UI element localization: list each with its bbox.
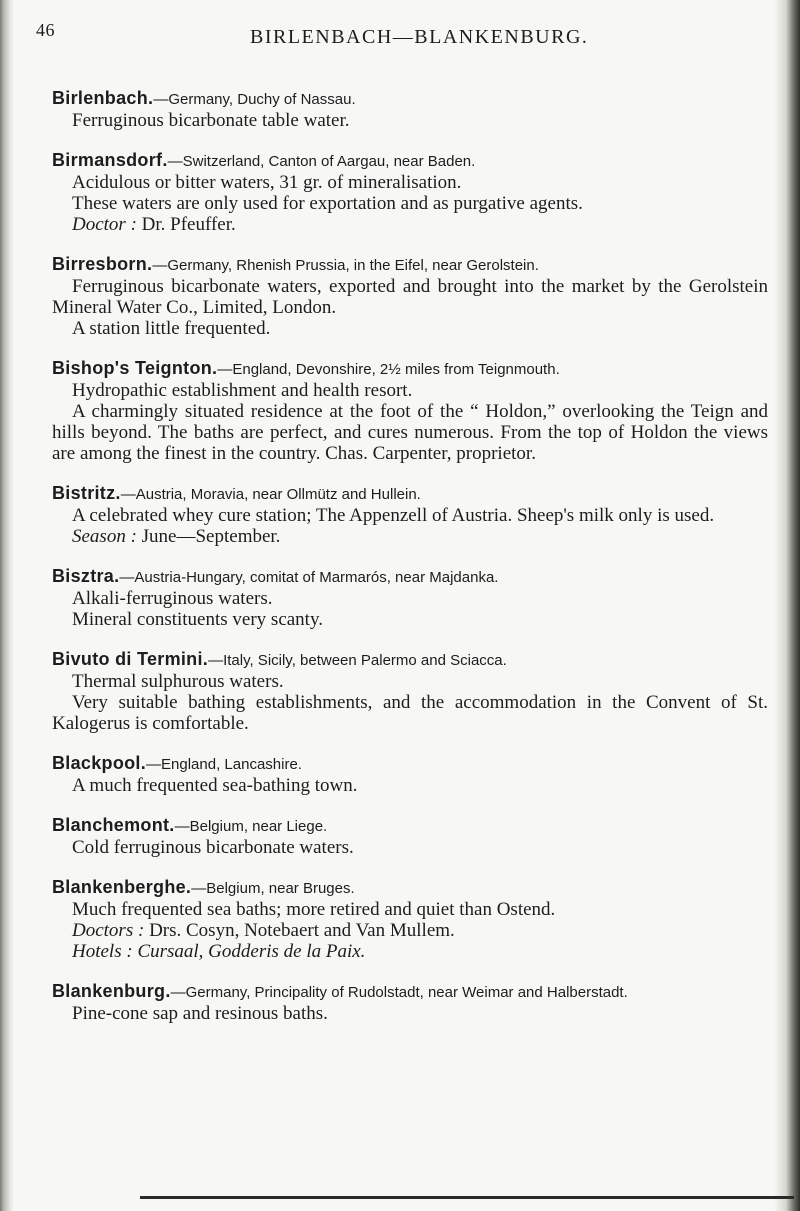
entry-paragraph: Mineral constituents very scanty. [72,609,323,630]
entry-paragraph: Hydropathic establishment and health resort. [72,380,413,401]
entry-location: —Germany, Rhenish Prussia, in the Eifel, near Gerolstein. [152,257,539,274]
gazetteer-entries [52,88,768,1043]
entry-headword: Blackpool. [52,753,147,773]
entry-headword: Blanchemont. [52,815,175,835]
entry-bivuto-di-termini [52,649,768,734]
entry-blanchemont [52,815,768,858]
entry-label: Hotels : [72,941,133,962]
entry-location: —Germany, Duchy of Nassau. [153,91,356,108]
entry-label-value: Drs. Cosyn, Notebaert and Van Mullem. [149,920,455,941]
entry-headword: Birmansdorf. [52,150,168,170]
entry-paragraph: Acidulous or bitter waters, 31 gr. of mineralisation. [72,172,462,193]
entry-location: —Belgium, near Bruges. [191,880,355,897]
entry-paragraph: A station little frequented. [72,318,271,339]
entry-label-line [52,214,768,235]
entry-paragraph: Much frequented sea baths; more retired and quiet than Ostend. [72,899,556,920]
entry-headword: Blankenberghe. [52,877,192,897]
page-edge-shadow [774,0,800,1211]
entry-paragraph: Alkali-ferruginous waters. [72,588,273,609]
entry-heading-line [52,483,768,505]
entry-headword: Bisztra. [52,566,120,586]
entry-heading-line [52,566,768,588]
entry-label-value: Dr. Pfeuffer. [141,214,236,235]
entry-location: —Austria-Hungary, comitat of Marmarós, near Majdanka. [119,569,499,586]
page-gutter-shadow [0,0,14,1211]
entry-heading-line [52,815,768,837]
entry-paragraph: Cold ferruginous bicarbonate waters. [72,837,354,858]
entry-blankenburg [52,981,768,1024]
entry-location: —England, Devonshire, 2½ miles from Teignmouth. [217,361,560,378]
entry-location: —Germany, Principality of Rudolstadt, near Weimar and Halberstadt. [170,984,628,1001]
page-number: 46 [36,20,55,40]
entry-location: —Austria, Moravia, near Ollmütz and Hullein. [120,486,421,503]
entry-heading-line [52,981,768,1003]
entry-birresborn [52,254,768,339]
entry-birmansdorf [52,150,768,235]
entry-headword: Bivuto di Termini. [52,649,209,669]
entry-headword: Birresborn. [52,254,153,274]
entry-label-value: June—September. [141,526,281,547]
entry-paragraph: Very suitable bathing establishments, and the accommodation in the Convent of St. Kalogerus is comfortable. [52,692,768,734]
entry-heading-line [52,649,768,671]
entry-location: —Belgium, near Liege. [174,818,328,835]
entry-label-value: Cursaal, Godderis de la Paix. [137,941,366,962]
entry-heading-line [52,150,768,172]
entry-paragraph: Ferruginous bicarbonate waters, exported and brought into the market by the Gerolstein Mineral Water Co., Limited, London. [52,276,768,318]
entry-location: —Switzerland, Canton of Aargau, near Baden. [167,153,476,170]
entry-paragraph: Thermal sulphurous waters. [72,671,284,692]
entry-birlenbach [52,88,768,131]
bottom-rule [140,1196,794,1199]
entry-paragraph: Pine-cone sap and resinous baths. [72,1003,328,1024]
entry-label: Season : [72,526,137,547]
entry-heading-line [52,753,768,775]
entry-paragraph: A much frequented sea-bathing town. [72,775,358,796]
entry-label: Doctor : [72,214,137,235]
entry-paragraph: These waters are only used for exportation and as purgative agents. [72,193,583,214]
entry-label-line [52,920,768,941]
entry-paragraph: A celebrated whey cure station; The Appenzell of Austria. Sheep's milk only is used. [72,505,715,526]
entry-heading-line [52,358,768,380]
entry-headword: Birlenbach. [52,88,154,108]
entry-heading-line [52,877,768,899]
entry-headword: Bishop's Teignton. [52,358,218,378]
entry-bisztra [52,566,768,630]
entry-label-line [52,941,768,962]
entry-headword: Bistritz. [52,483,121,503]
entry-location: —England, Lancashire. [146,756,302,773]
entry-location: —Italy, Sicily, between Palermo and Sciacca. [208,652,507,669]
entry-bishops-teignton [52,358,768,464]
entry-headword: Blankenburg. [52,981,171,1001]
entry-label: Doctors : [72,920,145,941]
entry-heading-line [52,254,768,276]
entry-blackpool [52,753,768,796]
entry-label-line [52,526,768,547]
entry-bistritz [52,483,768,547]
entry-heading-line [52,88,768,110]
entry-paragraph: Ferruginous bicarbonate table water. [72,110,350,131]
entry-blankenberghe [52,877,768,962]
running-head: BIRLENBACH—BLANKENBURG. [250,26,589,48]
entry-paragraph: A charmingly situated residence at the foot of the “ Holdon,” overlooking the Teign and hills beyond. The baths are perfect, and cures numerous. From the top of Holdon the views are among the finest in the country. Chas. Carpenter, proprietor. [52,401,768,464]
